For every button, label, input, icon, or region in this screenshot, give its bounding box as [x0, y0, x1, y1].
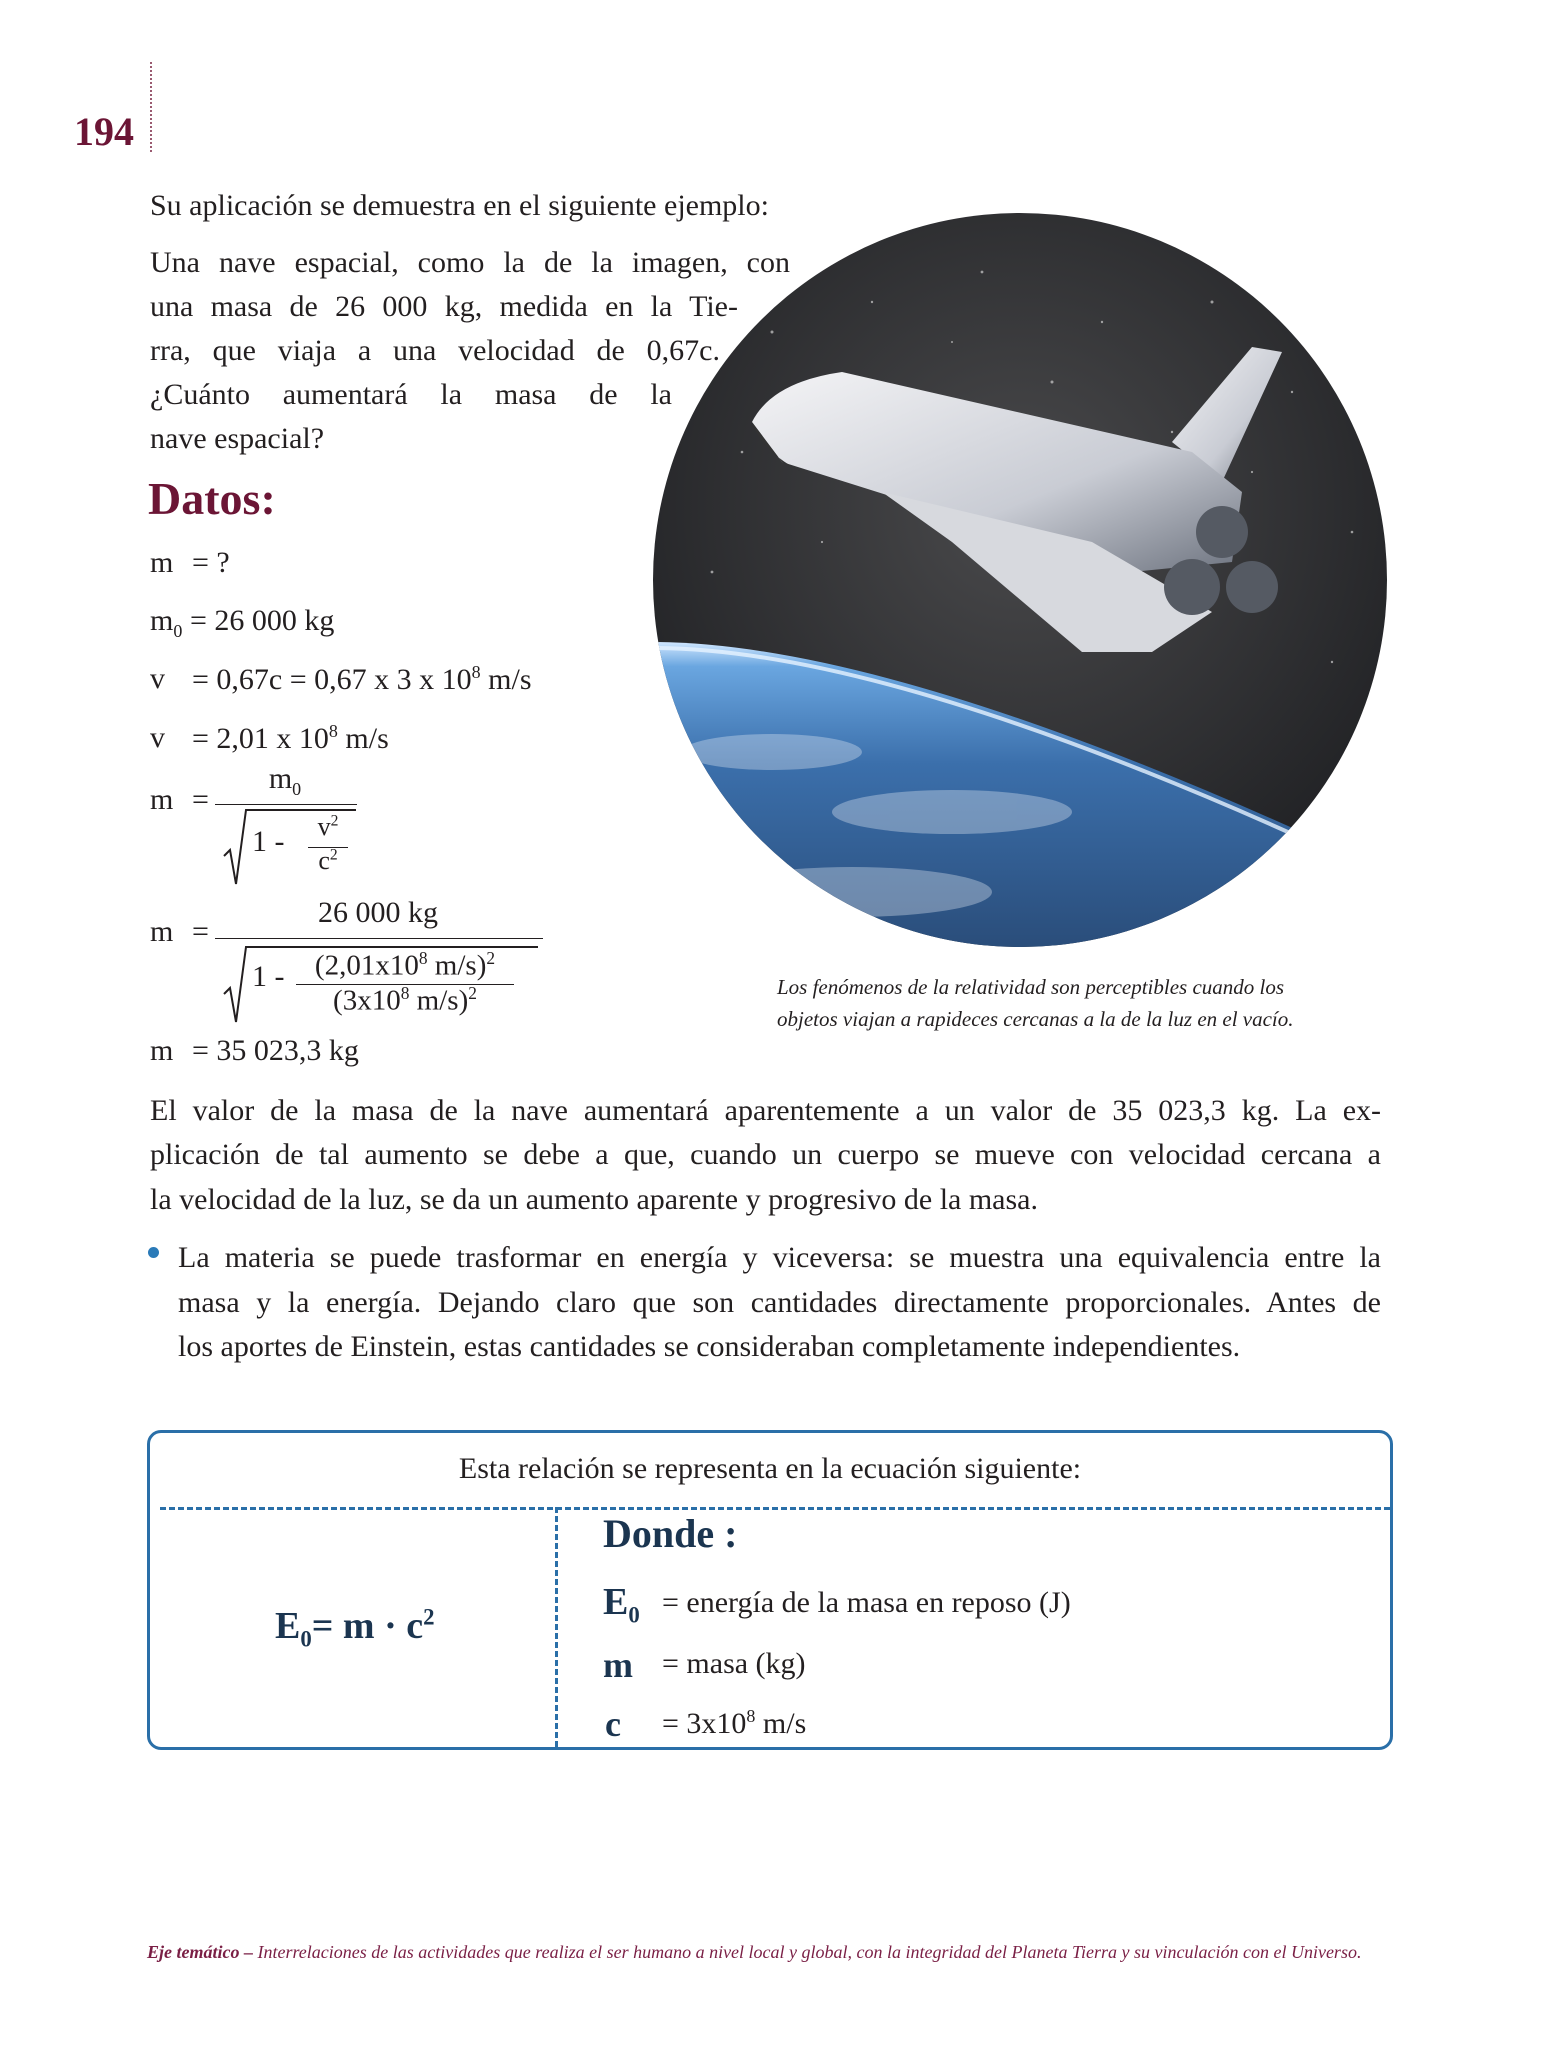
subscript: 0 — [628, 1602, 640, 1628]
unit: m/s — [480, 663, 532, 696]
exponent: 2 — [423, 1604, 435, 1630]
data-value — [192, 721, 389, 756]
exponent: 2 — [468, 983, 477, 1003]
image-caption-line: objetos viajan a rapideces cercanas a la de la luz en el vacío. — [777, 1007, 1294, 1031]
data-value — [192, 662, 532, 697]
fraction-bar — [215, 804, 357, 805]
value-text: = 2,01 x 10 — [192, 722, 329, 755]
vertical-divider — [555, 1507, 558, 1747]
problem-line: rra, que viaja a una velocidad de 0,67c. — [150, 334, 720, 367]
footer — [147, 1942, 1361, 1963]
variable: m — [150, 604, 174, 637]
inner-denominator — [308, 846, 348, 876]
paragraph-line: la velocidad de la luz, se da un aumento aparente y progresivo de la masa. — [150, 1183, 1038, 1216]
symbol-E: E — [275, 1605, 301, 1647]
subscript: 0 — [173, 621, 183, 641]
subscript: 0 — [300, 1626, 312, 1652]
definition-text — [662, 1706, 806, 1741]
definition-symbol — [603, 1580, 640, 1629]
symbol: E — [603, 1581, 629, 1623]
definition-text: = energía de la masa en reposo (J) — [662, 1586, 1071, 1619]
paragraph-line: los aportes de Einstein, estas cantidades se consideraban completamente independientes. — [178, 1330, 1241, 1363]
datos-heading: Datos: — [148, 473, 276, 524]
var-v: v — [317, 812, 331, 841]
paragraph-line: La materia se puede trasformar en energía y viceversa: se muestra una equivalencia entre la — [178, 1241, 1381, 1274]
equals-sign: = — [192, 915, 209, 948]
inner-denominator — [296, 983, 514, 1018]
footer-text: Interrelaciones de las actividades que realiza el ser humano a nivel local y global, con la integridad del Planeta Tierra y su vinculación con el Universo. — [257, 1942, 1362, 1962]
horizontal-divider — [160, 1507, 1390, 1510]
variable: m — [150, 546, 174, 579]
footer-label: Eje temático – — [147, 1942, 258, 1962]
unit: m/s — [337, 722, 389, 755]
definition-symbol: m — [603, 1645, 633, 1685]
result-lhs: m — [150, 1034, 174, 1067]
fraction-bar — [215, 938, 543, 939]
data-row-m0 — [150, 604, 182, 642]
numerator: 26 000 kg — [318, 896, 438, 929]
text: = 3x10 — [662, 1707, 747, 1740]
exponent: 2 — [329, 846, 338, 864]
exponent: 8 — [746, 1706, 756, 1726]
text: (2,01x10 — [314, 949, 419, 982]
space-shuttle-image — [652, 212, 1388, 948]
formula-lhs: m — [150, 783, 174, 816]
inner-numerator — [296, 948, 514, 983]
numerator — [215, 762, 355, 800]
problem-line: una masa de 26 000 kg, medida en la Tie- — [150, 290, 738, 323]
text: (3x10 — [333, 984, 401, 1017]
definition-symbol: c — [605, 1704, 621, 1744]
subscript: 0 — [292, 779, 302, 799]
definition-text: = masa (kg) — [662, 1647, 806, 1680]
value-text: = 0,67c = 0,67 x 3 x 10 — [192, 663, 472, 696]
problem-line: ¿Cuánto aumentará la masa de la — [150, 378, 672, 411]
equation-rest: = m · c — [311, 1605, 424, 1647]
formula-lhs: m — [150, 915, 174, 948]
problem-line: Una nave espacial, como la de la imagen, con — [150, 246, 790, 279]
var-c: c — [318, 846, 330, 875]
exponent: 8 — [471, 662, 481, 682]
data-row-v: v — [150, 721, 165, 754]
data-row-v: v — [150, 662, 165, 695]
exponent: 2 — [486, 948, 496, 968]
page-number: 194 — [74, 109, 134, 154]
exponent: 8 — [418, 948, 428, 968]
one-minus: 1 - — [252, 960, 285, 993]
page-number-rule — [150, 62, 152, 152]
text: m/s) — [427, 949, 487, 982]
donde-heading: Donde : — [603, 1511, 738, 1556]
data-row-m — [150, 546, 173, 580]
one-minus: 1 - — [252, 825, 285, 858]
text: m/s) — [409, 984, 469, 1017]
exponent: 2 — [330, 812, 339, 830]
result-value: = 35 023,3 kg — [192, 1034, 359, 1067]
data-value: = 26 000 kg — [190, 604, 335, 637]
data-value: = ? — [192, 546, 230, 579]
mass-energy-equation — [275, 1604, 435, 1653]
paragraph-line: plicación de tal aumento se debe a que, cuando un cuerpo se mueve con velocidad cercana a — [150, 1138, 1381, 1171]
exponent: 8 — [400, 983, 410, 1003]
paragraph-line: masa y la energía. Dejando claro que son cantidades directamente proporcionales. Antes de — [178, 1286, 1381, 1319]
numerator-var: m — [268, 762, 293, 795]
exponent: 8 — [328, 721, 338, 741]
inner-numerator — [308, 812, 348, 842]
intro-text: Su aplicación se demuestra en el siguiente ejemplo: — [150, 189, 769, 222]
text: m/s — [755, 1707, 807, 1740]
equals-sign: = — [192, 783, 209, 816]
equation-box-header: Esta relación se representa en la ecuación siguiente: — [458, 1452, 1082, 1485]
bullet-icon — [148, 1247, 159, 1258]
image-caption-line: Los fenómenos de la relatividad son perceptibles cuando los — [777, 975, 1285, 999]
problem-line: nave espacial? — [150, 422, 325, 455]
paragraph-line: El valor de la masa de la nave aumentará aparentemente a un valor de 35 023,3 kg. La ex- — [150, 1094, 1381, 1127]
